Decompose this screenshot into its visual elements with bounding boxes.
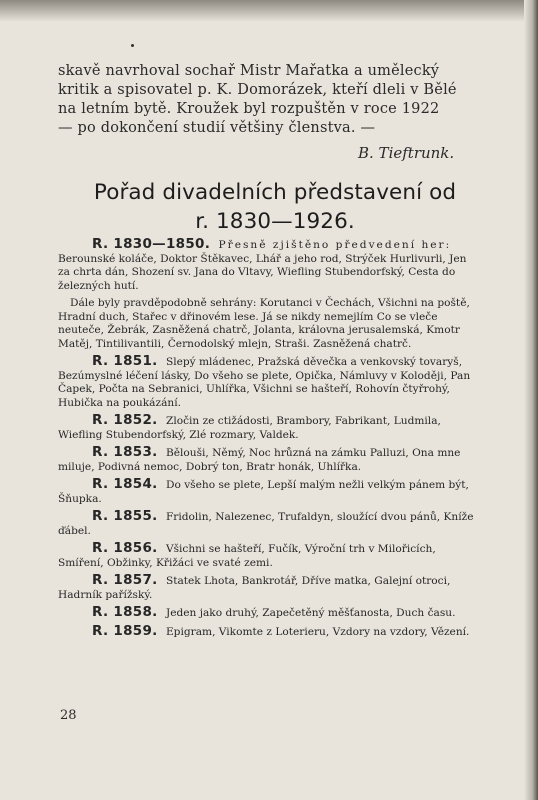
page-number: 28: [60, 708, 77, 723]
performance-list: [58, 238, 478, 643]
entry-text: Jeden jako druhý, Zapečetěný měšťanosta, Duch času.: [165, 607, 456, 619]
entry-year: R. 1856.: [92, 540, 158, 556]
intro-line: kritik a spisovatel p. K. Domorázek, kteří dleli v Bělé: [58, 82, 457, 98]
entry-text: Berounské koláče, Doktor Štěkavec, Lhář a jeho rod, Strýček Hurlivurli, Jen za chrta dán, Shození sv. Jana do Vltavy, Wiefling Stubendorfský, Cesta do železných hutí.: [58, 252, 467, 292]
ink-dot: [131, 44, 134, 47]
year-entry: [58, 446, 478, 474]
title-line: Pořad divadelních představení od: [93, 180, 457, 205]
entry-text: Zločin ze ctižádosti, Brambory, Fabrikant, Ludmila, Wiefling Stubendorfský, Zlé rozmary, Valdek.: [58, 415, 441, 441]
entry-year: R. 1852.: [92, 412, 158, 428]
page-gutter-shadow: [524, 0, 538, 800]
entry-year: R. 1855.: [92, 508, 158, 524]
entry-text: Statek Lhota, Bankrotář, Dříve matka, Galejní otroci, Hadrník pařížský.: [58, 575, 451, 601]
entry-year: R. 1854.: [92, 476, 158, 492]
year-entry: [58, 574, 478, 602]
title-line: r. 1830—1926.: [195, 209, 355, 234]
entry-lead: Přesně zjištěno předvedení her:: [218, 239, 452, 251]
entry-text: Epigram, Vikomte z Loterieru, Vzdory na vzdory, Vězení.: [165, 625, 470, 638]
year-entry: [58, 478, 478, 506]
entry-text: Bělouši, Němý, Noc hrůzná na zámku Palluzi, Ona mne miluje, Podivná nemoc, Dobrý ton, Bratr honák, Uhlířka.: [58, 447, 461, 473]
intro-line: — po dokončení studií většiny členstva. —: [58, 120, 376, 136]
year-entry: [58, 542, 478, 570]
entry-text: Slepý mládenec, Pražská děvečka a venkovský tovaryš, Bezúmyslné léčení lásky, Do všeho se plete, Opička, Námluvy v Koloději, Pan Čapek, Počta na Sebranici, Uhlířka, Všichni se hašteří, Rohovín čtyřrohý, Hubička na poukázání.: [58, 356, 471, 409]
entry-year: R. 1853.: [92, 444, 158, 460]
year-entry: [58, 510, 478, 538]
year-entry: [58, 622, 478, 640]
entry-year: R. 1830—1850.: [92, 236, 211, 252]
section-title: [56, 178, 494, 236]
intro-line: na letním bytě. Kroužek byl rozpuštěn v roce 1922: [58, 101, 440, 117]
author-signature: B. Tieftrunk.: [358, 144, 455, 162]
intro-paragraph: [58, 62, 488, 138]
year-entry: [58, 414, 478, 442]
continuation-paragraph: Dále byly pravděpodobně sehrány: Korutanci v Čechách, Všichni na poště, Hradní duch, Stařec v dřinovém lese. Já se nikdy nemejlím Co se vleče neuteče, Žebrák, Zasněžená chatrč, Jolanta, královna jerusalemská, Kmotr Matěj, Tintilivantili, Černodolský mlejn, Straši. Zasněžená chatrč.: [58, 297, 470, 350]
year-entry: [58, 355, 478, 410]
year-entry: [58, 606, 478, 621]
entry-year: R. 1857.: [92, 572, 158, 588]
entry-text: Do všeho se plete, Lepší malým nežli velkým pánem být, Šňupka.: [58, 479, 469, 505]
entry-text: Fridolin, Nalezenec, Trufaldyn, sloužící dvou pánů, Kníže ďábel.: [58, 511, 474, 537]
entry-year: R. 1851.: [92, 353, 158, 369]
page-top-shadow: [0, 0, 538, 22]
intro-line: skavě navrhoval sochař Mistr Mařatka a umělecký: [58, 63, 440, 79]
entry-year: R. 1858.: [92, 604, 158, 620]
entry-year: R. 1859.: [92, 622, 158, 639]
year-entry: [58, 238, 478, 293]
entry-text: Všichni se hašteří, Fučík, Výroční trh v Milořicích, Smíření, Obžinky, Křižáci ve svaté zemi.: [58, 543, 436, 569]
